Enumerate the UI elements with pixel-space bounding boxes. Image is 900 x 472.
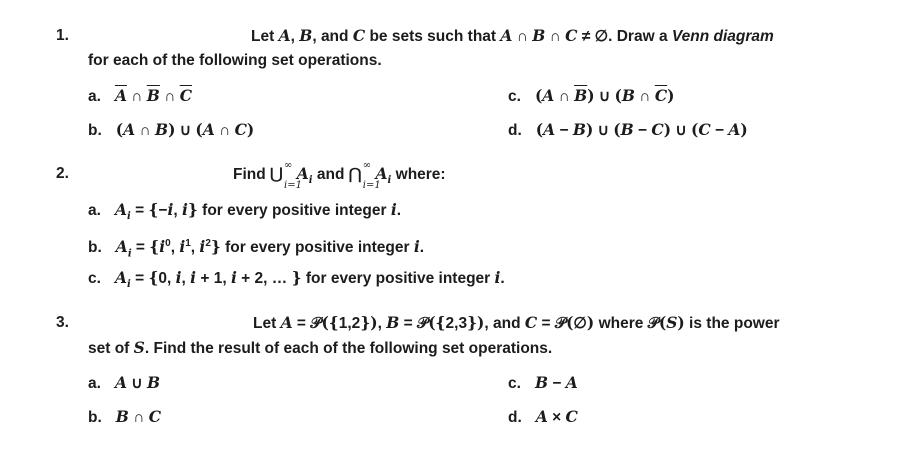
problem-2-part-b: b. $A_i = \{i^0$, $i^1$, $i^2$} for every positive integer i. xyxy=(88,237,425,260)
part-label: b. xyxy=(88,409,102,426)
problem-3-part-c: c. B − A xyxy=(508,373,578,392)
problem-1-intro: Let A, B, and C be sets such that A ∩ B ∩ C ≠ ∅. Draw a Venn diagram xyxy=(251,26,774,45)
problem-2-part-a: a. $A_i = \{-i$, i} for every positive integer i. xyxy=(88,200,402,223)
part-label: a. xyxy=(88,375,101,392)
problem-2-part-c: c. $A_i = \{0$, i, i + 1, i + 2, … } for every positive integer i. xyxy=(88,268,505,291)
part-label: c. xyxy=(508,88,521,105)
problem-3-part-b: b. B ∩ C xyxy=(88,407,162,426)
part-label: c. xyxy=(508,375,521,392)
part-label: a. xyxy=(88,88,101,105)
union-operator: ⋃ ∞ i=1 xyxy=(270,160,302,191)
problem-2-number: 2. xyxy=(56,165,69,182)
problem-3-part-d: d. A × C xyxy=(508,407,578,426)
part-label: c. xyxy=(88,270,101,287)
problem-1-part-a: a. $\overline{A}$ ∩ $\overline{B}$ ∩ $\overline{C}$ xyxy=(88,86,193,105)
intersection-operator: ⋂ ∞ i=1 xyxy=(348,160,381,191)
part-label: d. xyxy=(508,122,522,139)
part-label: b. xyxy=(88,239,102,257)
problem-1-intro-continued: for each of the following set operations. xyxy=(88,52,382,69)
problem-1-part-c: c. (A ∩ $\overline{B}$) ∪ (B ∩ $\overline{C}$) xyxy=(508,86,675,105)
part-label: d. xyxy=(508,409,522,426)
problem-2-intro: Find ⋃ ∞ i=1 $A_i$ and ⋂ ∞ i=1 $A_i$ where: xyxy=(233,160,446,191)
problem-3-part-a: a. A ∪ B xyxy=(88,373,161,392)
problem-3-intro-continued: set of S. Find the result of each of the following set operations. xyxy=(88,338,553,357)
problem-1-number: 1. xyxy=(56,27,69,44)
part-label: b. xyxy=(88,122,102,139)
problem-3-number: 3. xyxy=(56,314,69,331)
problem-1-part-d: d. (A − B) ∪ (B − C) ∪ (C − A) xyxy=(508,120,748,139)
part-label: a. xyxy=(88,202,101,219)
problem-3-intro: Let A = 𝒫({1,2}), B = 𝒫({2,3}), and C = 𝒫(∅) where 𝒫(S) is the power xyxy=(253,313,780,332)
problem-1-part-b: b. (A ∩ B) ∪ (A ∩ C) xyxy=(88,120,255,139)
